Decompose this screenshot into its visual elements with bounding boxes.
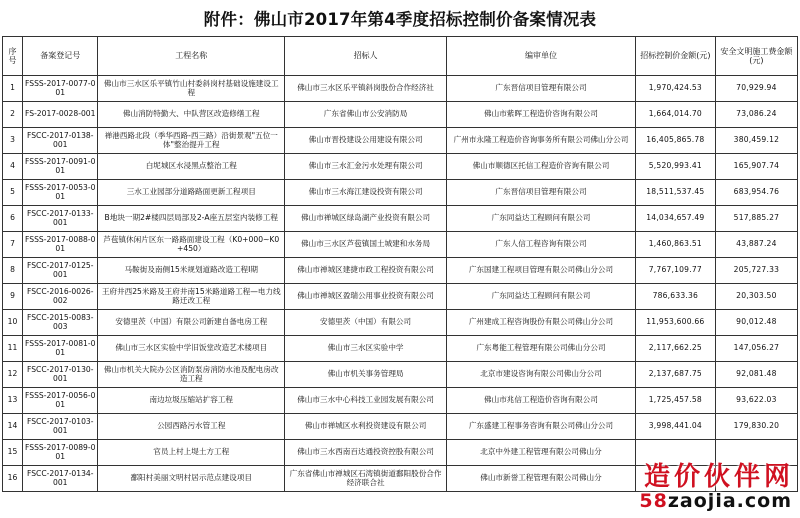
cell-reg: FSSS-2017-0088-001 — [22, 232, 98, 258]
cell-tenderer: 佛山市三水西南百达通投资控股有限公司 — [285, 440, 447, 466]
cell-safety: 179,830.20 — [715, 414, 797, 440]
cell-safety — [715, 440, 797, 466]
cell-reg: FSCC-2017-0138-001 — [22, 128, 98, 154]
cell-compiler: 广东同益达工程顾问有限公司 — [447, 206, 636, 232]
table-row — [3, 102, 798, 128]
cell-name: 三水工业园部分道路路面更新工程项目 — [98, 180, 285, 206]
page-title: 附件：佛山市2017年第4季度招标控制价备案情况表 — [203, 10, 597, 29]
cell-tenderer: 安德里茨（中国）有限公司 — [285, 310, 447, 336]
cell-name: 鄱阳村美丽文明村居示范点建设项目 — [98, 466, 285, 492]
cell-seq: 13 — [3, 388, 23, 414]
cell-reg: FSSS-2017-0056-001 — [22, 388, 98, 414]
table-header — [3, 37, 798, 76]
cell-safety: 683,954.76 — [715, 180, 797, 206]
cell-compiler: 广州市永隆工程造价咨询事务所有限公司佛山分公司 — [447, 128, 636, 154]
cell-amount: 3,998,441.04 — [635, 414, 715, 440]
cell-name: 公园西路污水管工程 — [98, 414, 285, 440]
cell-tenderer: 佛山市禅城区建捷市政工程投资有限公司 — [285, 258, 447, 284]
cell-reg: FSCC-2017-0125-001 — [22, 258, 98, 284]
cell-amount: 14,034,657.49 — [635, 206, 715, 232]
cell-safety: 20,303.50 — [715, 284, 797, 310]
cell-tenderer: 佛山市三水汇金污水处理有限公司 — [285, 154, 447, 180]
cell-reg: FSCC-2017-0134-001 — [22, 466, 98, 492]
cell-tenderer: 佛山市禅城区水利投资建设有限公司 — [285, 414, 447, 440]
cell-compiler: 广东人信工程咨询有限公司 — [447, 232, 636, 258]
cell-reg: FSSS-2017-0077-001 — [22, 76, 98, 102]
cell-safety: 517,885.27 — [715, 206, 797, 232]
cell-tenderer: 佛山市三水海江建设投资有限公司 — [285, 180, 447, 206]
cell-name: B地块一期2#楼四层局部及2-A座五层室内装修工程 — [98, 206, 285, 232]
cell-seq: 11 — [3, 336, 23, 362]
cell-compiler: 佛山市新誉工程管理有限公司佛山分 — [447, 466, 636, 492]
cell-safety: 380,459.12 — [715, 128, 797, 154]
cell-amount: 1,460,863.51 — [635, 232, 715, 258]
cell-compiler: 广州建成工程咨询股份有限公司佛山分公司 — [447, 310, 636, 336]
cell-tenderer: 佛山市禅城区绿岛湖产业投资有限公司 — [285, 206, 447, 232]
cell-tenderer: 佛山市三水区实验中学 — [285, 336, 447, 362]
cell-seq: 8 — [3, 258, 23, 284]
cell-seq: 7 — [3, 232, 23, 258]
cell-seq: 16 — [3, 466, 23, 492]
cell-amount: 1,664,014.70 — [635, 102, 715, 128]
cell-seq: 9 — [3, 284, 23, 310]
cell-name: 佛山消防特勤大、中队营区改造修缮工程 — [98, 102, 285, 128]
header-name: 工程名称 — [98, 37, 285, 76]
watermark-en-prefix: 58 — [639, 490, 668, 512]
table-row — [3, 466, 798, 492]
cell-safety: 70,929.94 — [715, 76, 797, 102]
cell-amount: 1,725,457.58 — [635, 388, 715, 414]
table-row — [3, 232, 798, 258]
cell-compiler: 广东粤能工程管理有限公司佛山分公司 — [447, 336, 636, 362]
cell-reg: FSSS-2017-0089-001 — [22, 440, 98, 466]
cell-amount: 786,633.36 — [635, 284, 715, 310]
cell-tenderer: 佛山市晋投建设公用建设有限公司 — [285, 128, 447, 154]
cell-safety — [715, 466, 797, 492]
cell-seq: 6 — [3, 206, 23, 232]
cell-name: 佛山市三水区乐平镇竹山村委斜岗村基础设施建设工程 — [98, 76, 285, 102]
cell-reg: FSSS-2017-0053-001 — [22, 180, 98, 206]
cell-tenderer: 广东省佛山市公安消防局 — [285, 102, 447, 128]
cell-amount: 18,511,537.45 — [635, 180, 715, 206]
cell-compiler: 佛山市兆信工程造价咨询有限公司 — [447, 388, 636, 414]
cell-seq: 1 — [3, 76, 23, 102]
cell-tenderer: 佛山市三水区芦苞镇国土城建和水务局 — [285, 232, 447, 258]
cell-name: 佛山市三水区实验中学旧饭堂改造艺术楼项目 — [98, 336, 285, 362]
watermark-cn: 造价伙伴网 — [643, 462, 794, 492]
cell-amount — [635, 466, 715, 492]
cell-name: 佛山市机关大院办公区消防泵房消防水池及配电房改造工程 — [98, 362, 285, 388]
cell-tenderer: 广东省佛山市禅城区石湾镇街道鄱阳股份合作经济联合社 — [285, 466, 447, 492]
table-row — [3, 76, 798, 102]
watermark-en-rest: zaojia.com — [667, 490, 792, 512]
cell-compiler: 佛山市紫晖工程造价咨询有限公司 — [447, 102, 636, 128]
cell-reg: FSCC-2015-0083-003 — [22, 310, 98, 336]
cell-compiler: 广东晋信项目管理有限公司 — [447, 76, 636, 102]
cell-amount — [635, 440, 715, 466]
cell-amount: 2,117,662.25 — [635, 336, 715, 362]
cell-safety: 165,907.74 — [715, 154, 797, 180]
cell-reg: FSSS-2017-0091-001 — [22, 154, 98, 180]
cell-seq: 3 — [3, 128, 23, 154]
header-reg: 备案登记号 — [22, 37, 98, 76]
cell-seq: 2 — [3, 102, 23, 128]
table-row — [3, 388, 798, 414]
cell-compiler: 北京中外建工程管理有限公司佛山分 — [447, 440, 636, 466]
cell-safety: 43,887.24 — [715, 232, 797, 258]
cell-reg: FSCC-2017-0103-001 — [22, 414, 98, 440]
cell-name: 芦苞镇休闲片区东一路路面建设工程（K0+000~K0+450） — [98, 232, 285, 258]
cell-tenderer: 佛山市禅城区盈瑞公用事业投资有限公司 — [285, 284, 447, 310]
record-table — [2, 36, 798, 492]
cell-name: 王府井西25米路及王府井南15米路道路工程—电力线路迁改工程 — [98, 284, 285, 310]
watermark-en — [639, 490, 792, 512]
table-row — [3, 440, 798, 466]
cell-reg: FSCC-2017-0130-001 — [22, 362, 98, 388]
cell-reg: FSCC-2016-0026-002 — [22, 284, 98, 310]
table-row — [3, 206, 798, 232]
cell-tenderer: 佛山市三水中心科技工业园发展有限公司 — [285, 388, 447, 414]
cell-name: 白坭城区水浸黑点整治工程 — [98, 154, 285, 180]
cell-reg: FSSS-2017-0081-001 — [22, 336, 98, 362]
cell-amount: 7,767,109.77 — [635, 258, 715, 284]
table-row — [3, 310, 798, 336]
header-tenderer: 招标人 — [285, 37, 447, 76]
cell-name: 安德里茨（中国）有限公司新建自备电房工程 — [98, 310, 285, 336]
cell-reg: FS-2017-0028-001 — [22, 102, 98, 128]
cell-safety: 205,727.33 — [715, 258, 797, 284]
cell-tenderer: 佛山市机关事务管理局 — [285, 362, 447, 388]
cell-amount: 1,970,424.53 — [635, 76, 715, 102]
table-row — [3, 154, 798, 180]
header-amount: 招标控制价金额(元) — [635, 37, 715, 76]
cell-compiler: 广东国建工程项目管理有限公司佛山分公司 — [447, 258, 636, 284]
cell-seq: 10 — [3, 310, 23, 336]
cell-name: 官员上村上堤土方工程 — [98, 440, 285, 466]
cell-seq: 15 — [3, 440, 23, 466]
cell-seq: 5 — [3, 180, 23, 206]
table-row — [3, 336, 798, 362]
cell-amount: 11,953,600.66 — [635, 310, 715, 336]
table-row — [3, 284, 798, 310]
header-compiler: 编审单位 — [447, 37, 636, 76]
cell-compiler: 北京市建设咨询有限公司佛山分公司 — [447, 362, 636, 388]
table-row — [3, 180, 798, 206]
cell-safety: 73,086.24 — [715, 102, 797, 128]
cell-name: 马鞍街及南侧15米规划道路改造工程Ⅰ期 — [98, 258, 285, 284]
cell-seq: 12 — [3, 362, 23, 388]
cell-name: 南边垃圾压缩站扩容工程 — [98, 388, 285, 414]
cell-tenderer: 佛山市三水区乐平镇斜岗股份合作经济社 — [285, 76, 447, 102]
cell-amount: 5,520,993.41 — [635, 154, 715, 180]
table-row — [3, 128, 798, 154]
cell-compiler: 广东盛建工程事务咨询有限公司佛山分公司 — [447, 414, 636, 440]
cell-compiler: 佛山市顺德区托信工程造价咨询有限公司 — [447, 154, 636, 180]
cell-safety: 92,081.48 — [715, 362, 797, 388]
header-seq: 序号 — [3, 37, 23, 76]
cell-compiler: 广东同益达工程顾问有限公司 — [447, 284, 636, 310]
cell-safety: 90,012.48 — [715, 310, 797, 336]
cell-amount: 2,137,687.75 — [635, 362, 715, 388]
cell-compiler: 广东晋信项目管理有限公司 — [447, 180, 636, 206]
cell-seq: 4 — [3, 154, 23, 180]
cell-seq: 14 — [3, 414, 23, 440]
header-safety: 安全文明施工费金额(元) — [715, 37, 797, 76]
cell-safety: 93,622.03 — [715, 388, 797, 414]
table-row — [3, 414, 798, 440]
cell-reg: FSCC-2017-0133-001 — [22, 206, 98, 232]
cell-name: 禅港西路北段（季华西路-西三路）沿街景观"五位一体"整治提升工程 — [98, 128, 285, 154]
table-row — [3, 362, 798, 388]
cell-amount: 16,405,865.78 — [635, 128, 715, 154]
table-row — [3, 258, 798, 284]
cell-safety: 147,056.27 — [715, 336, 797, 362]
